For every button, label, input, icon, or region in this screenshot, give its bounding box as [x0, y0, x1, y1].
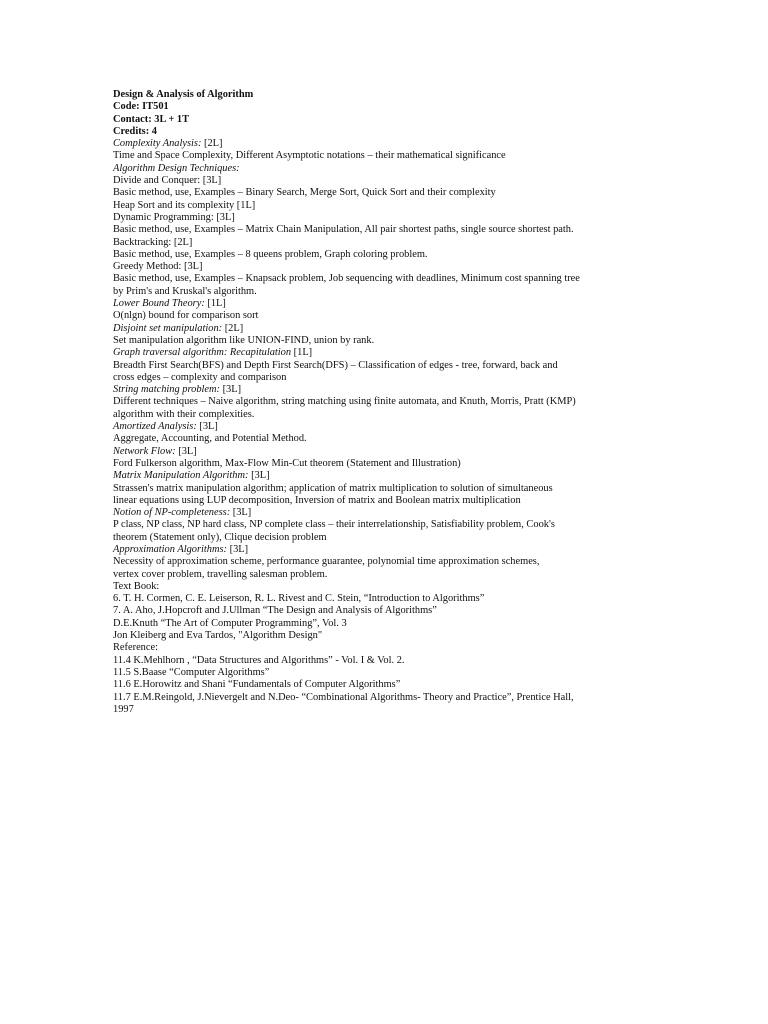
line-text: Design & Analysis of Algorithm — [113, 89, 254, 100]
course-header-line — [113, 101, 613, 113]
topic-heading: Lower Bound Theory: — [113, 298, 205, 310]
syllabus-line — [113, 630, 613, 642]
syllabus-line — [113, 569, 613, 581]
topic-heading: Algorithm Design Techniques: — [113, 162, 240, 174]
syllabus-line — [113, 421, 613, 433]
topic-heading: String matching problem: — [113, 384, 220, 396]
syllabus-line — [113, 347, 613, 359]
syllabus-line — [113, 679, 613, 691]
line-text: [3L] — [248, 470, 270, 482]
syllabus-line — [113, 163, 613, 175]
syllabus-line — [113, 187, 613, 199]
line-text: theorem (Statement only), Clique decision problem — [113, 531, 327, 543]
line-text: Ford Fulkerson algorithm, Max-Flow Min-Cut theorem (Statement and Illustration) — [113, 457, 461, 469]
line-text: Text Book: — [113, 580, 160, 592]
line-text: 11.7 E.M.Reingold, J.Nievergelt and N.Deo- “Combinational Algorithms- Theory and Practice”, Prentice Hall, — [113, 691, 574, 703]
line-text: 7. A. Aho, J.Hopcroft and J.Ullman “The Design and Analysis of Algorithms” — [113, 605, 437, 617]
line-text: Divide and Conquer: [3L] — [113, 175, 222, 187]
syllabus-line — [113, 458, 613, 470]
line-text: Credits: 4 — [113, 125, 157, 137]
line-text: 11.6 E.Horowitz and Shani “Fundamentals of Computer Algorithms” — [113, 679, 401, 691]
line-text: Strassen's matrix manipulation algorithm; application of matrix multiplication to solution of simultaneous — [113, 482, 553, 494]
syllabus-line — [113, 384, 613, 396]
topic-heading: Network Flow: — [113, 445, 176, 457]
topic-heading: Disjoint set manipulation: — [113, 322, 223, 334]
syllabus-line — [113, 483, 613, 495]
syllabus-line — [113, 409, 613, 421]
line-text: Basic method, use, Examples – Matrix Chain Manipulation, All pair shortest paths, single source shortest path. — [113, 224, 574, 236]
syllabus-line — [113, 655, 613, 667]
line-text: [2L] — [201, 138, 223, 150]
line-text: linear equations using LUP decomposition, Inversion of matrix and Boolean matrix multiplication — [113, 494, 521, 506]
topic-heading: Notion of NP-completeness: — [113, 507, 231, 519]
syllabus-line — [113, 360, 613, 372]
line-text: [1L] — [291, 347, 313, 359]
syllabus-line — [113, 261, 613, 273]
syllabus-line — [113, 138, 613, 150]
course-header-line — [113, 89, 613, 101]
syllabus-line — [113, 396, 613, 408]
line-text: Aggregate, Accounting, and Potential Method. — [113, 433, 307, 445]
line-text: [3L] — [230, 507, 252, 519]
course-header-line — [113, 114, 613, 126]
syllabus-line — [113, 692, 613, 704]
syllabus-line — [113, 433, 613, 445]
line-text: O(nlgn) bound for comparison sort — [113, 310, 259, 322]
syllabus-line — [113, 237, 613, 249]
line-text: Different techniques – Naive algorithm, string matching using finite automata, and Knuth, Morris, Pratt (KMP) — [113, 396, 576, 408]
topic-heading: Approximation Algorithms: — [113, 543, 228, 555]
course-header-line — [113, 126, 613, 138]
syllabus-line — [113, 519, 613, 531]
line-text: 11.4 K.Mehlhorn , “Data Structures and Algorithms” - Vol. I & Vol. 2. — [113, 654, 405, 666]
syllabus-line — [113, 372, 613, 384]
syllabus-line — [113, 642, 613, 654]
syllabus-line — [113, 335, 613, 347]
topic-heading: Matrix Manipulation Algorithm: — [113, 470, 249, 482]
syllabus-line — [113, 323, 613, 335]
line-text: vertex cover problem, travelling salesman problem. — [113, 568, 328, 580]
line-text: Basic method, use, Examples – Knapsack problem, Job sequencing with deadlines, Minimum cost spanning tree — [113, 273, 580, 285]
line-text: P class, NP class, NP hard class, NP complete class – their interrelationship, Satisfiability problem, Cook's — [113, 519, 555, 531]
line-text: Reference: — [113, 642, 158, 654]
syllabus-line — [113, 495, 613, 507]
line-text: Jon Kleiberg and Eva Tardos, "Algorithm Design" — [113, 630, 323, 642]
syllabus-line — [113, 556, 613, 568]
line-text: [1L] — [204, 298, 226, 310]
line-text: by Prim's and Kruskal's algorithm. — [113, 285, 257, 297]
line-text: Code: IT501 — [113, 101, 169, 113]
line-text: 6. T. H. Cormen, C. E. Leiserson, R. L. Rivest and C. Stein, “Introduction to Algorithms” — [113, 593, 485, 605]
syllabus-line — [113, 618, 613, 630]
line-text: Basic method, use, Examples – Binary Search, Merge Sort, Quick Sort and their complexity — [113, 187, 496, 199]
line-text: Time and Space Complexity, Different Asymptotic notations – their mathematical significance — [113, 150, 506, 162]
line-text: 1997 — [113, 703, 134, 715]
syllabus-line — [113, 446, 613, 458]
line-text: Necessity of approximation scheme, performance guarantee, polynomial time approximation schemes, — [113, 556, 540, 568]
syllabus-line — [113, 273, 613, 285]
syllabus-line — [113, 200, 613, 212]
line-text: Set manipulation algorithm like UNION-FIND, union by rank. — [113, 334, 375, 346]
line-text: Dynamic Programming: [3L] — [113, 211, 235, 223]
topic-heading: Graph traversal algorithm: Recapitulation — [113, 347, 292, 359]
line-text: 11.5 S.Baase “Computer Algorithms” — [113, 666, 270, 678]
syllabus-document — [113, 89, 613, 716]
syllabus-line — [113, 544, 613, 556]
line-text: Contact: 3L + 1T — [113, 113, 190, 125]
syllabus-line — [113, 175, 613, 187]
syllabus-line — [113, 532, 613, 544]
line-text: Basic method, use, Examples – 8 queens problem, Graph coloring problem. — [113, 248, 428, 260]
syllabus-line — [113, 249, 613, 261]
topic-heading: Complexity Analysis: — [113, 138, 202, 150]
line-text: algorithm with their complexities. — [113, 408, 255, 420]
syllabus-line — [113, 298, 613, 310]
syllabus-line — [113, 224, 613, 236]
line-text: Greedy Method: [3L] — [113, 261, 203, 273]
line-text: Breadth First Search(BFS) and Depth First Search(DFS) – Classification of edges - tree, forward, back and — [113, 359, 558, 371]
line-text: cross edges – complexity and comparison — [113, 371, 287, 383]
line-text: [3L] — [196, 421, 218, 433]
line-text: [3L] — [175, 445, 197, 457]
syllabus-line — [113, 507, 613, 519]
syllabus-line — [113, 150, 613, 162]
syllabus-line — [113, 310, 613, 322]
line-text: [3L] — [227, 543, 249, 555]
line-text: D.E.Knuth “The Art of Computer Programming”, Vol. 3 — [113, 617, 347, 629]
line-text: [2L] — [222, 322, 244, 334]
syllabus-line — [113, 593, 613, 605]
syllabus-line — [113, 470, 613, 482]
syllabus-line — [113, 581, 613, 593]
syllabus-line — [113, 667, 613, 679]
line-text: Backtracking: [2L] — [113, 236, 193, 248]
syllabus-line — [113, 704, 613, 716]
topic-heading: Amortized Analysis: — [113, 421, 197, 433]
line-text: Heap Sort and its complexity [1L] — [113, 199, 256, 211]
syllabus-line — [113, 605, 613, 617]
syllabus-line — [113, 286, 613, 298]
syllabus-line — [113, 212, 613, 224]
line-text: [3L] — [219, 384, 242, 396]
